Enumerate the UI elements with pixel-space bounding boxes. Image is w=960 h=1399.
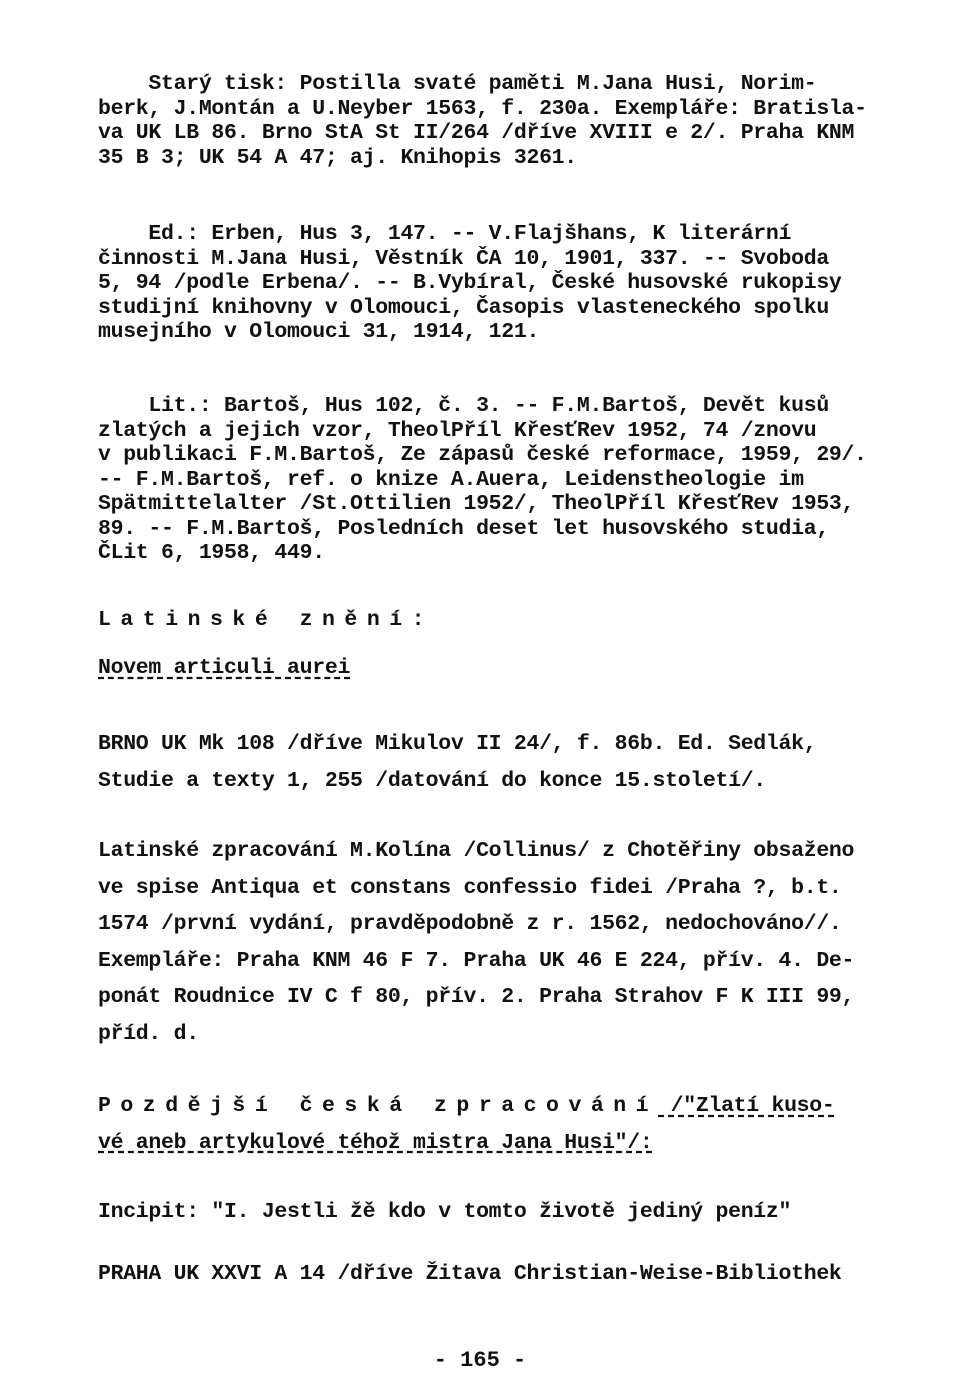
text-line: Exempláře: Praha KNM 46 F 7. Praha UK 46 E 224, přív. 4. De- (98, 948, 855, 973)
text-line: BRNO UK Mk 108 /dříve Mikulov II 24/, f. 86b. Ed. Sedlák, (98, 732, 817, 756)
section-heading-spaced: Pozdější česká zpracování (98, 1094, 659, 1118)
pozdejsi-ceska-zpracovani-heading (98, 1088, 878, 1161)
text-line: Ed.: Erben, Hus 3, 147. -- V.Flajšhans, K literární (98, 222, 792, 246)
incipit-line (98, 1200, 878, 1225)
incipit-text: Incipit: "I. Jestli žě kdo v tomto životě jediný peníz" (98, 1200, 792, 1224)
text-line: zlatých a jejich vzor, TheolPříl KřesťRev 1952, 74 /znovu (98, 418, 817, 443)
text-line: 89. -- F.M.Bartoš, Posledních deset let husovského studia, (98, 516, 829, 541)
text-line: -- F.M.Bartoš, ref. o knize A.Auera, Leidenstheologie im (98, 467, 804, 492)
text-line: Latinské zpracování M.Kolína /Collinus/ z Chotěřiny obsaženo (98, 839, 855, 863)
text-line: 1574 /první vydání, pravděpodobně z r. 1562, nedochováno//. (98, 912, 842, 936)
work-title-part: vé aneb artykulové téhož mistra Jana Husi"/: (98, 1130, 653, 1155)
text-line: va UK LB 86. Brno StA St II/264 /dříve XVIII e 2/. Praha KNM (98, 121, 855, 145)
text-line: Lit.: Bartoš, Hus 102, č. 3. -- F.M.Bartoš, Devět kusů (98, 394, 829, 418)
text-line: ve spise Antiqua et constans confessio fidei /Praha ?, b.t. (98, 875, 842, 900)
stary-tisk-paragraph (98, 72, 878, 170)
brno-uk-paragraph (98, 726, 878, 799)
work-title-part: /"Zlatí kuso- (658, 1094, 835, 1118)
text-line: Studie a texty 1, 255 /datování do konce 15.století/. (98, 768, 766, 793)
shelfmark-text: PRAHA UK XXVI A 14 /dříve Žitava Christian-Weise-Bibliothek (98, 1262, 842, 1286)
text-line: Spätmittelalter /St.Ottilien 1952/, TheolPříl KřesťRev 1953, (98, 492, 855, 516)
text-line: v publikaci F.M.Bartoš, Ze zápasů české reformace, 1959, 29/. (98, 443, 867, 467)
edice-paragraph (98, 222, 878, 345)
novem-articuli-title (98, 656, 878, 681)
praha-uk-line (98, 1262, 878, 1287)
text-line: Starý tisk: Postilla svaté paměti M.Jana Husi, Norim- (98, 72, 817, 96)
text-line: 5, 94 /podle Erbena/. -- B.Vybíral, České husovské rukopisy (98, 271, 842, 295)
section-heading: Latinské znění: (98, 608, 435, 632)
text-line: ČLit 6, 1958, 449. (98, 541, 325, 565)
text-line: 35 B 3; UK 54 A 47; aj. Knihopis 3261. (98, 145, 577, 170)
text-line: ponát Roudnice IV C f 80, přív. 2. Praha Strahov F K III 99, (98, 985, 855, 1009)
page-number: - 165 - (433, 1348, 527, 1373)
text-line: činnosti M.Jana Husi, Věstník ČA 10, 1901, 337. -- Svoboda (98, 246, 829, 271)
text-line: příd. d. (98, 1021, 199, 1046)
latinske-zneni-heading (98, 608, 878, 633)
literatura-paragraph (98, 394, 878, 566)
section-heading-line (98, 1088, 878, 1125)
latinske-zpracovani-paragraph (98, 833, 878, 1052)
text-line: studijní knihovny v Olomouci, Časopis vlasteneckého spolku (98, 295, 829, 320)
text-line: berk, J.Montán a U.Neyber 1563, f. 230a. Exempláře: Bratisla- (98, 96, 867, 121)
work-title: Novem articuli aurei (98, 656, 351, 680)
text-line: musejního v Olomouci 31, 1914, 121. (98, 320, 540, 344)
